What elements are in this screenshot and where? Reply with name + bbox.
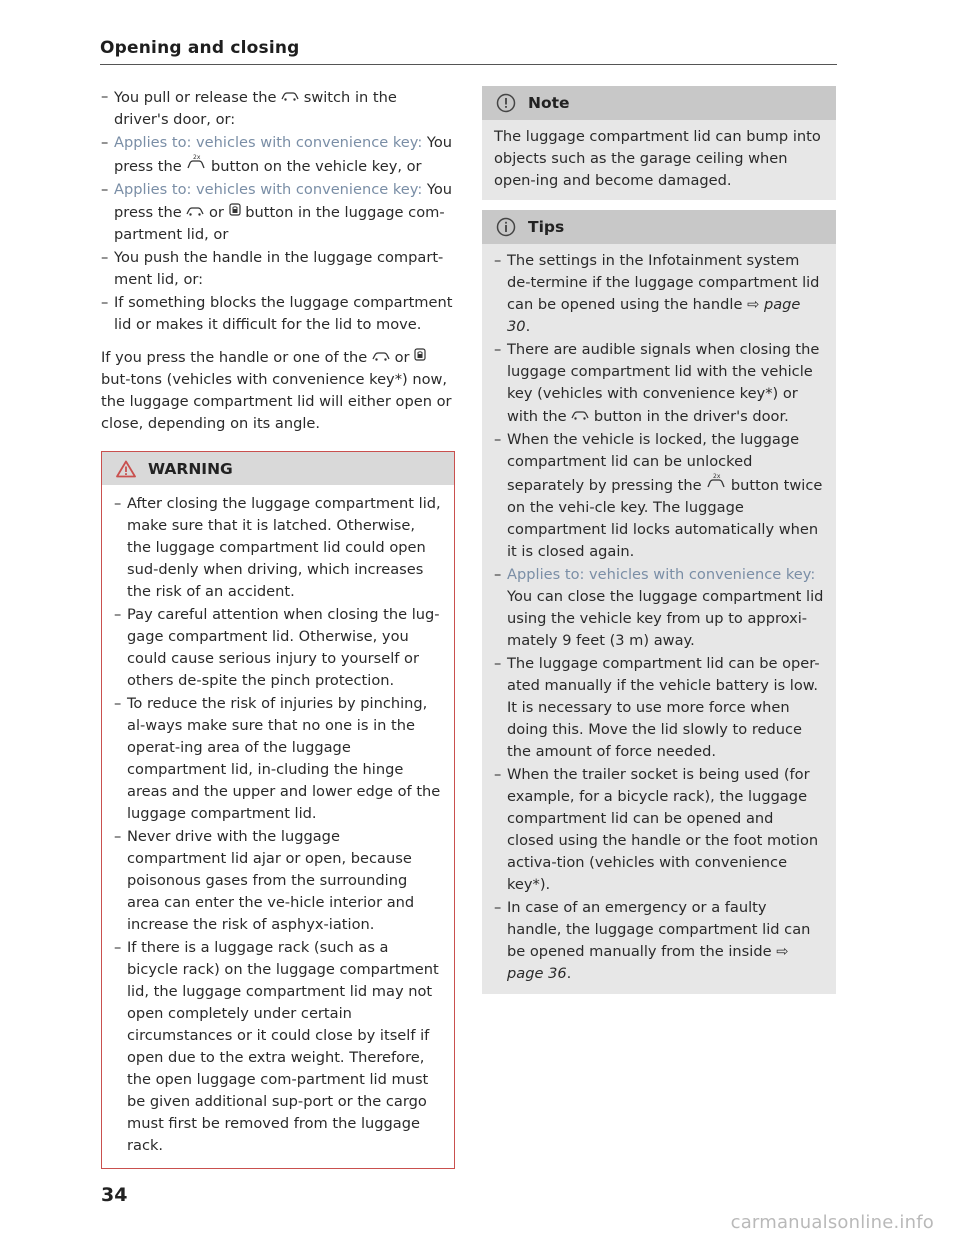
note-body: The luggage compartment lid can bump into objects such as the garage ceiling when open-ing and become damaged. <box>482 120 836 200</box>
page-reference-link[interactable]: ⇨ page 30 <box>507 296 801 335</box>
list-item: – If there is a luggage rack (such as a bicycle rack) on the luggage compartment lid, the luggage compartment lid may not open completely under certain circumstances or it could close by itself if open due to the extra weight. Therefore, the open luggage com-partment lid must be given additional sup-port or the cargo must first be removed from the luggage rack. <box>114 937 442 1157</box>
info-circle-icon <box>496 217 516 237</box>
list-item: – The settings in the Infotainment system de-termine if the luggage compartment lid can be opened using the handle ⇨ page 30. <box>494 250 824 338</box>
list-item: – The luggage compartment lid can be oper-ated manually if the vehicle battery is low. It is necessary to use more force when doing this. Move the lid slowly to reduce the amount of force needed. <box>494 653 824 763</box>
tips-body <box>482 244 836 994</box>
car-icon <box>372 346 390 368</box>
note-title: Note <box>528 94 570 112</box>
applies-note: Applies to: vehicles with convenience key: <box>114 134 423 151</box>
svg-text:2x: 2x <box>713 473 721 480</box>
trigger-list <box>101 86 455 336</box>
page-header <box>100 38 837 65</box>
list-item: – There are audible signals when closing the luggage compartment lid with the vehicle key (vehicles with convenience key*) or with the button in the driver's door. <box>494 339 824 428</box>
warning-box <box>101 451 455 1169</box>
tips-title: Tips <box>528 218 565 236</box>
trunk-2x-icon <box>186 154 206 177</box>
note-box <box>482 86 836 200</box>
lock-icon <box>414 346 426 368</box>
note-header <box>482 86 836 120</box>
tips-list <box>494 250 824 985</box>
right-column <box>482 86 836 994</box>
applies-note: Applies to: vehicles with convenience key: <box>114 181 423 198</box>
list-item: – You push the handle in the luggage compart-ment lid, or: <box>101 247 455 291</box>
list-item: – Never drive with the luggage compartment lid ajar or open, because poisonous gases from the surrounding area can enter the ve-hicle interior and increase the risk of asphyx-iation. <box>114 826 442 936</box>
list-item: – Applies to: vehicles with convenience key: You press the or button in the luggage com-partment lid, or <box>101 179 455 246</box>
warning-title: WARNING <box>148 459 233 478</box>
car-icon <box>281 86 299 108</box>
tips-header <box>482 210 836 244</box>
exclamation-circle-icon <box>496 93 516 113</box>
page-reference-link[interactable]: ⇨ page 36 <box>507 943 789 982</box>
warning-header <box>102 451 454 485</box>
tips-box <box>482 210 836 994</box>
svg-text:2x: 2x <box>193 154 201 161</box>
list-item: – After closing the luggage compartment lid, make sure that it is latched. Otherwise, the luggage compartment lid could open sud-denly when driving, which increases the risk of an accident. <box>114 493 442 603</box>
left-column <box>101 86 455 1169</box>
list-item: – Pay careful attention when closing the lug-gage compartment lid. Otherwise, you could cause serious injury to yourself or others de-spite the pinch protection. <box>114 604 442 692</box>
list-item: – In case of an emergency or a faulty handle, the luggage compartment lid can be opened manually from the inside ⇨ page 36. <box>494 897 824 985</box>
car-icon <box>186 201 204 223</box>
lock-icon <box>229 201 241 223</box>
list-item: – When the vehicle is locked, the luggage compartment lid can be unlocked separately by pressing the 2x button twice on the vehi-cle key. The luggage compartment lid locks automatically when it is closed again. <box>494 429 824 563</box>
page-number: 34 <box>101 1184 128 1206</box>
list-item: – Applies to: vehicles with convenience key: You can close the luggage compartment lid using the vehicle key from up to approxi-mately 9 feet (3 m) away. <box>494 564 824 652</box>
list-item: – Applies to: vehicles with convenience key: You press the 2x button on the vehicle key, or <box>101 132 455 178</box>
trunk-2x-icon <box>706 473 726 496</box>
section-title: Opening and closing <box>100 38 300 58</box>
applies-note: Applies to: vehicles with convenience key: <box>507 566 816 583</box>
list-item: – If something blocks the luggage compartment lid or makes it difficult for the lid to move. <box>101 292 455 336</box>
list-item: – When the trailer socket is being used (for example, for a bicycle rack), the luggage compartment lid can be opened and closed using the handle or the foot motion activa-tion (vehicles with convenience key*). <box>494 764 824 896</box>
warning-triangle-icon <box>116 460 136 478</box>
header-divider <box>100 64 837 65</box>
watermark: carmanualsonline.info <box>730 1212 934 1233</box>
list-item: – You pull or release the switch in the driver's door, or: <box>101 86 455 131</box>
warning-body <box>102 485 454 1168</box>
car-icon <box>571 405 589 427</box>
body-paragraph: If you press the handle or one of the or but-tons (vehicles with convenience key*) now, the luggage compartment lid will either open or close, depending on its angle. <box>101 346 455 435</box>
warning-list <box>114 493 442 1157</box>
list-item: – To reduce the risk of injuries by pinching, al-ways make sure that no one is in the operat-ing area of the luggage compartment lid, in-cluding the hinge areas and the upper and lower edge of the luggage compartment lid. <box>114 693 442 825</box>
